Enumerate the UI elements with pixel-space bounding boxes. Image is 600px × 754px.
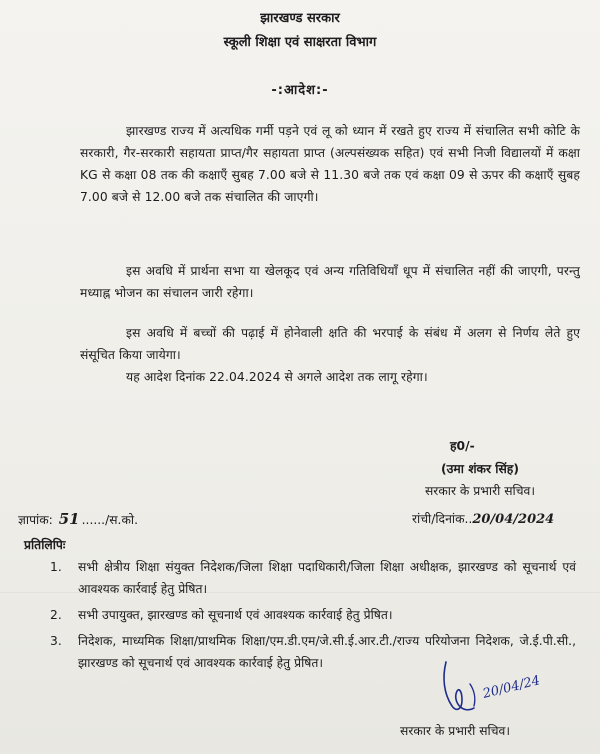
copy-to-item (50, 556, 576, 600)
copy-to-label: प्रतिलिपिः (24, 538, 66, 552)
signatory-designation: सरकार के प्रभारी सचिव। (424, 484, 536, 498)
issue-date: 20/04/2024 (472, 512, 555, 527)
memo-suffix: ....../स.को. (81, 513, 138, 527)
place-date-line (412, 510, 554, 527)
closing-designation: सरकार के प्रभारी सचिव। (400, 724, 511, 738)
copy-to-text: सभी क्षेत्रीय शिक्षा संयुक्त निदेशक/जिला शिक्षा पदाधिकारी/जिला शिक्षा अधीक्षक, झारखण्ड को सूचनार्थ एवं आवश्यक कार्रवाई हेतु प्रेषित। (78, 560, 576, 596)
place-date-label: रांची/दिनांक.. (412, 512, 473, 526)
copy-to-number: 3. (50, 634, 62, 648)
memo-number: 51 (58, 510, 80, 528)
government-title: झारखण्ड सरकार (260, 11, 340, 26)
department-title: स्कूली शिक्षा एवं साक्षरता विभाग (223, 35, 377, 50)
order-paragraph-4: यह आदेश दिनांक 22.04.2024 से अगले आदेश तक लागू रहेगा। (126, 370, 428, 384)
copy-to-number: 2. (50, 608, 62, 622)
memo-number-line (18, 510, 138, 528)
signatory-name: (उमा शंकर सिंह) (441, 462, 519, 476)
signature-date: 20/04/24 (481, 673, 542, 702)
copy-to-text: निदेशक, माध्यमिक शिक्षा/प्राथमिक शिक्षा/एम.डी.एम/जे.सी.ई.आर.टी./राज्य परियोजना निदेशक, जे.ई.पी.सी., झारखण्ड को सूचनार्थ एवं आवश्यक कार्रवाई हेतु प्रेषित। (78, 634, 576, 670)
order-heading: -:आदेश:- (271, 83, 329, 98)
order-paragraph-3: इस अवधि में बच्चों की पढ़ाई में होनेवाली क्षति की भरपाई के संबंध में अलग से निर्णय लेते हुए संसूचित किया जायेगा। (80, 326, 580, 362)
copy-to-text: सभी उपायुक्त, झारखण्ड को सूचनार्थ एवं आवश्यक कार्रवाई हेतु प्रेषित। (78, 608, 393, 622)
copy-to-item (50, 604, 576, 626)
order-paragraph-1: झारखण्ड राज्य में अत्यधिक गर्मी पड़ने एवं लू को ध्यान में रखते हुए राज्य में संचालित सभी कोटि के सरकारी, गैर-सरकारी सहायता प्राप्त/गैर सहायता प्राप्त (अल्पसंख्यक सहित) एवं सभी निजी विद्यालयों में कक्षा KG से कक्षा 08 तक की कक्षाएँ सुबह 7.00 बजे से 11.30 बजे तक एवं कक्षा 09 से ऊपर की कक्षाएँ सुबह 7.00 बजे से 12.00 बजे तक संचालित की जाएगी। (80, 124, 580, 204)
handwritten-signature (440, 660, 570, 722)
signed-mark: ह0/- (450, 439, 475, 453)
copy-to-number: 1. (50, 560, 62, 574)
order-paragraph-2: इस अवधि में प्रार्थना सभा या खेलकूद एवं अन्य गतिविधियाँ धूप में संचालित नहीं की जाएगी, परन्तु मध्याह्न भोजन का संचालन जारी रहेगा। (80, 264, 580, 300)
memo-label: ज्ञापांक: (18, 513, 53, 527)
